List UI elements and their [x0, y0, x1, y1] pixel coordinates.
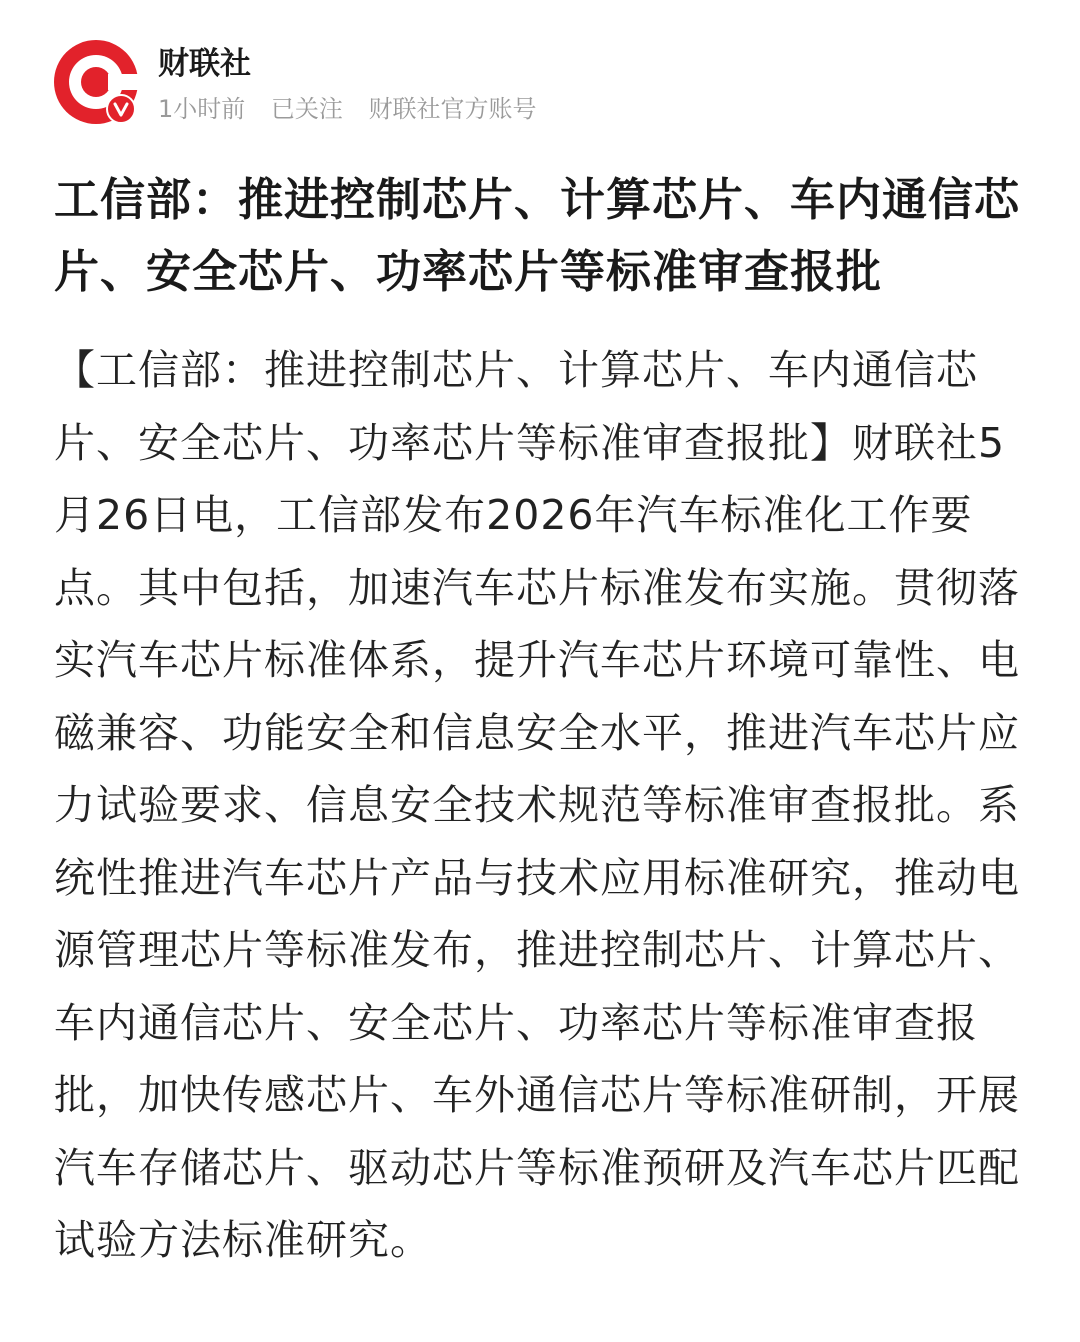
- author-name[interactable]: 财联社: [158, 46, 251, 82]
- article-body: 【工信部：推进控制芯片、计算芯片、车内通信芯片、安全芯片、功率芯片等标准审查报批】财联社5月26日电，工信部发布2026年汽车标准化工作要点。其中包括，加速汽车芯片标准发布实施。贯彻落实汽车芯片标准体系，提升汽车芯片环境可靠性、电磁兼容、功能安全和信息安全水平，推进汽车芯片应力试验要求、信息安全技术规范等标准审查报批。系统性推进汽车芯片产品与技术应用标准研究，推动电源管理芯片等标准发布，推进控制芯片、计算芯片、车内通信芯片、安全芯片、功率芯片等标准审查报批，加快传感芯片、车外通信芯片等标准研制，开展汽车存储芯片、驱动芯片等标准预研及汽车芯片匹配试验方法标准研究。: [54, 346, 1020, 1264]
- follow-status[interactable]: 已关注: [270, 95, 343, 123]
- post-time: 1小时前: [158, 95, 246, 123]
- verified-v-icon: [106, 94, 136, 124]
- author-avatar[interactable]: [54, 40, 138, 124]
- post-meta: [158, 92, 555, 126]
- post-header: [54, 40, 1014, 130]
- account-type-label: 财联社官方账号: [368, 95, 537, 123]
- article-title: 工信部：推进控制芯片、计算芯片、车内通信芯片、安全芯片、功率芯片等标准审查报批: [54, 173, 1021, 298]
